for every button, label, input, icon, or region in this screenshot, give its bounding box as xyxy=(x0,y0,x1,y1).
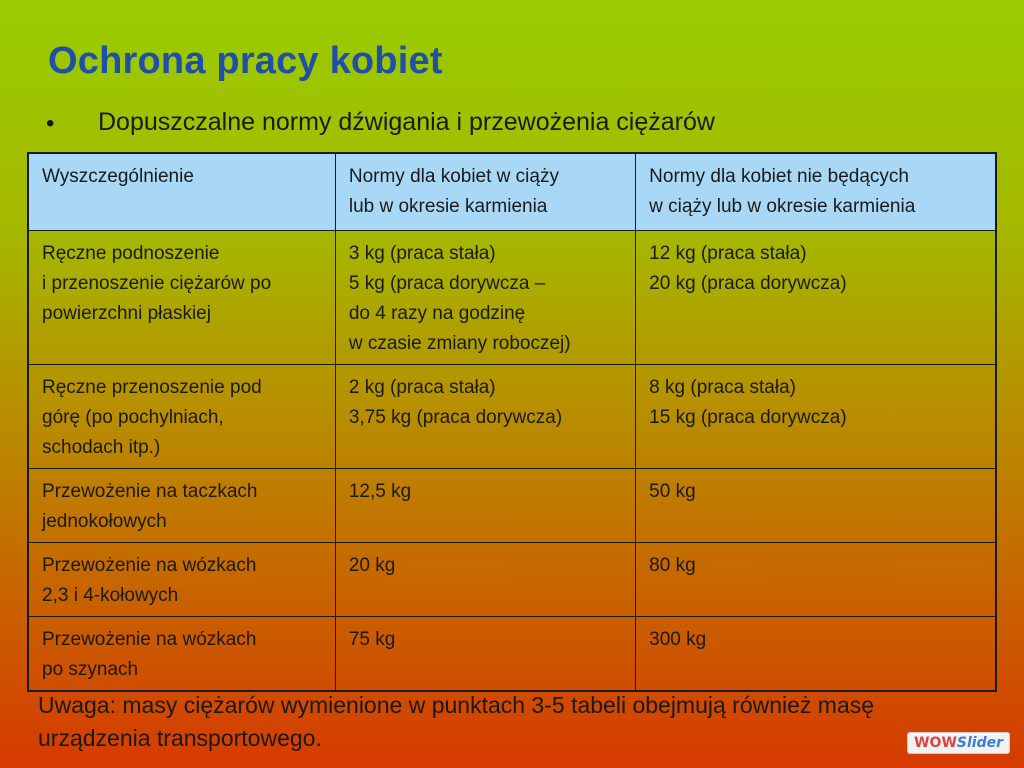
table-cell xyxy=(636,543,996,617)
bullet-text: Dopuszczalne normy dźwigania i przewożenia ciężarów xyxy=(98,108,715,136)
cell-line: Ręczne podnoszenie xyxy=(42,243,220,264)
cell-line: 15 kg (praca dorywcza) xyxy=(649,407,847,428)
table-cell xyxy=(636,231,996,365)
table-cell xyxy=(636,469,996,543)
cell-line: 2 kg (praca stała) xyxy=(348,377,496,398)
table-cell xyxy=(28,617,335,692)
cell-line: lub w okresie karmienia xyxy=(348,196,548,217)
cell-line: 3 kg (praca stała) xyxy=(348,243,496,264)
cell-line: 300 kg xyxy=(649,629,707,650)
header-cell-description xyxy=(28,153,335,231)
cell-line: i przenoszenie ciężarów po xyxy=(42,273,272,294)
cell-line: w czasie zmiany roboczej) xyxy=(348,333,571,354)
slide-title: Ochrona pracy kobiet xyxy=(48,40,443,82)
cell-line: 75 kg xyxy=(348,629,396,650)
cell-line: 5 kg (praca dorywcza – xyxy=(348,273,546,294)
table-cell xyxy=(335,543,635,617)
table-cell xyxy=(636,617,996,692)
note-line: Uwaga: masy ciężarów wymienione w punktach 3-5 tabeli obejmują również masę xyxy=(38,692,875,718)
watermark-part: Slider xyxy=(956,735,1003,751)
cell-line: 12 kg (praca stała) xyxy=(649,243,807,264)
cell-line: 2,3 i 4-kołowych xyxy=(42,585,179,606)
cell-line: Normy dla kobiet nie będących xyxy=(649,166,909,187)
table-cell xyxy=(28,469,335,543)
table-row xyxy=(28,231,996,365)
table-cell xyxy=(335,231,635,365)
table-cell xyxy=(28,543,335,617)
cell-line: 80 kg xyxy=(649,555,696,576)
table-row xyxy=(28,469,996,543)
cell-line: 50 kg xyxy=(649,481,696,502)
watermark-part: WOW xyxy=(914,735,957,751)
cell-line: Normy dla kobiet w ciąży xyxy=(348,166,559,187)
cell-line: 20 kg (praca dorywcza) xyxy=(649,273,847,294)
cell-line: Przewożenie na taczkach xyxy=(42,481,258,502)
cell-line: 8 kg (praca stała) xyxy=(649,377,796,398)
norms-table xyxy=(27,152,997,692)
cell-line: powierzchni płaskiej xyxy=(42,303,211,324)
note-text xyxy=(38,690,998,754)
header-cell-not-pregnant xyxy=(636,153,996,231)
table-cell xyxy=(335,365,635,469)
table-cell xyxy=(335,469,635,543)
bullet-marker: • xyxy=(46,110,55,137)
cell-line: Ręczne przenoszenie pod xyxy=(42,377,262,398)
cell-line: Przewożenie na wózkach xyxy=(42,629,257,650)
cell-line: schodach itp.) xyxy=(42,437,161,458)
table-header-row xyxy=(28,153,996,231)
note-line: urządzenia transportowego. xyxy=(38,725,322,751)
table-row xyxy=(28,543,996,617)
table-row xyxy=(28,617,996,692)
table-cell xyxy=(28,231,335,365)
wowslider-watermark[interactable] xyxy=(907,732,1010,754)
cell-line: do 4 razy na godzinę xyxy=(348,303,526,324)
cell-line: górę (po pochylniach, xyxy=(42,407,224,428)
cell-line: Wyszczególnienie xyxy=(42,166,194,187)
table-row xyxy=(28,365,996,469)
cell-line: po szynach xyxy=(42,659,139,680)
cell-line: jednokołowych xyxy=(42,511,167,532)
header-cell-pregnant xyxy=(335,153,635,231)
table-cell xyxy=(335,617,635,692)
table-cell xyxy=(28,365,335,469)
cell-line: 3,75 kg (praca dorywcza) xyxy=(348,407,563,428)
cell-line: Przewożenie na wózkach xyxy=(42,555,257,576)
cell-line: 12,5 kg xyxy=(348,481,412,502)
cell-line: 20 kg xyxy=(348,555,396,576)
table-cell xyxy=(636,365,996,469)
cell-line: w ciąży lub w okresie karmienia xyxy=(649,196,916,217)
